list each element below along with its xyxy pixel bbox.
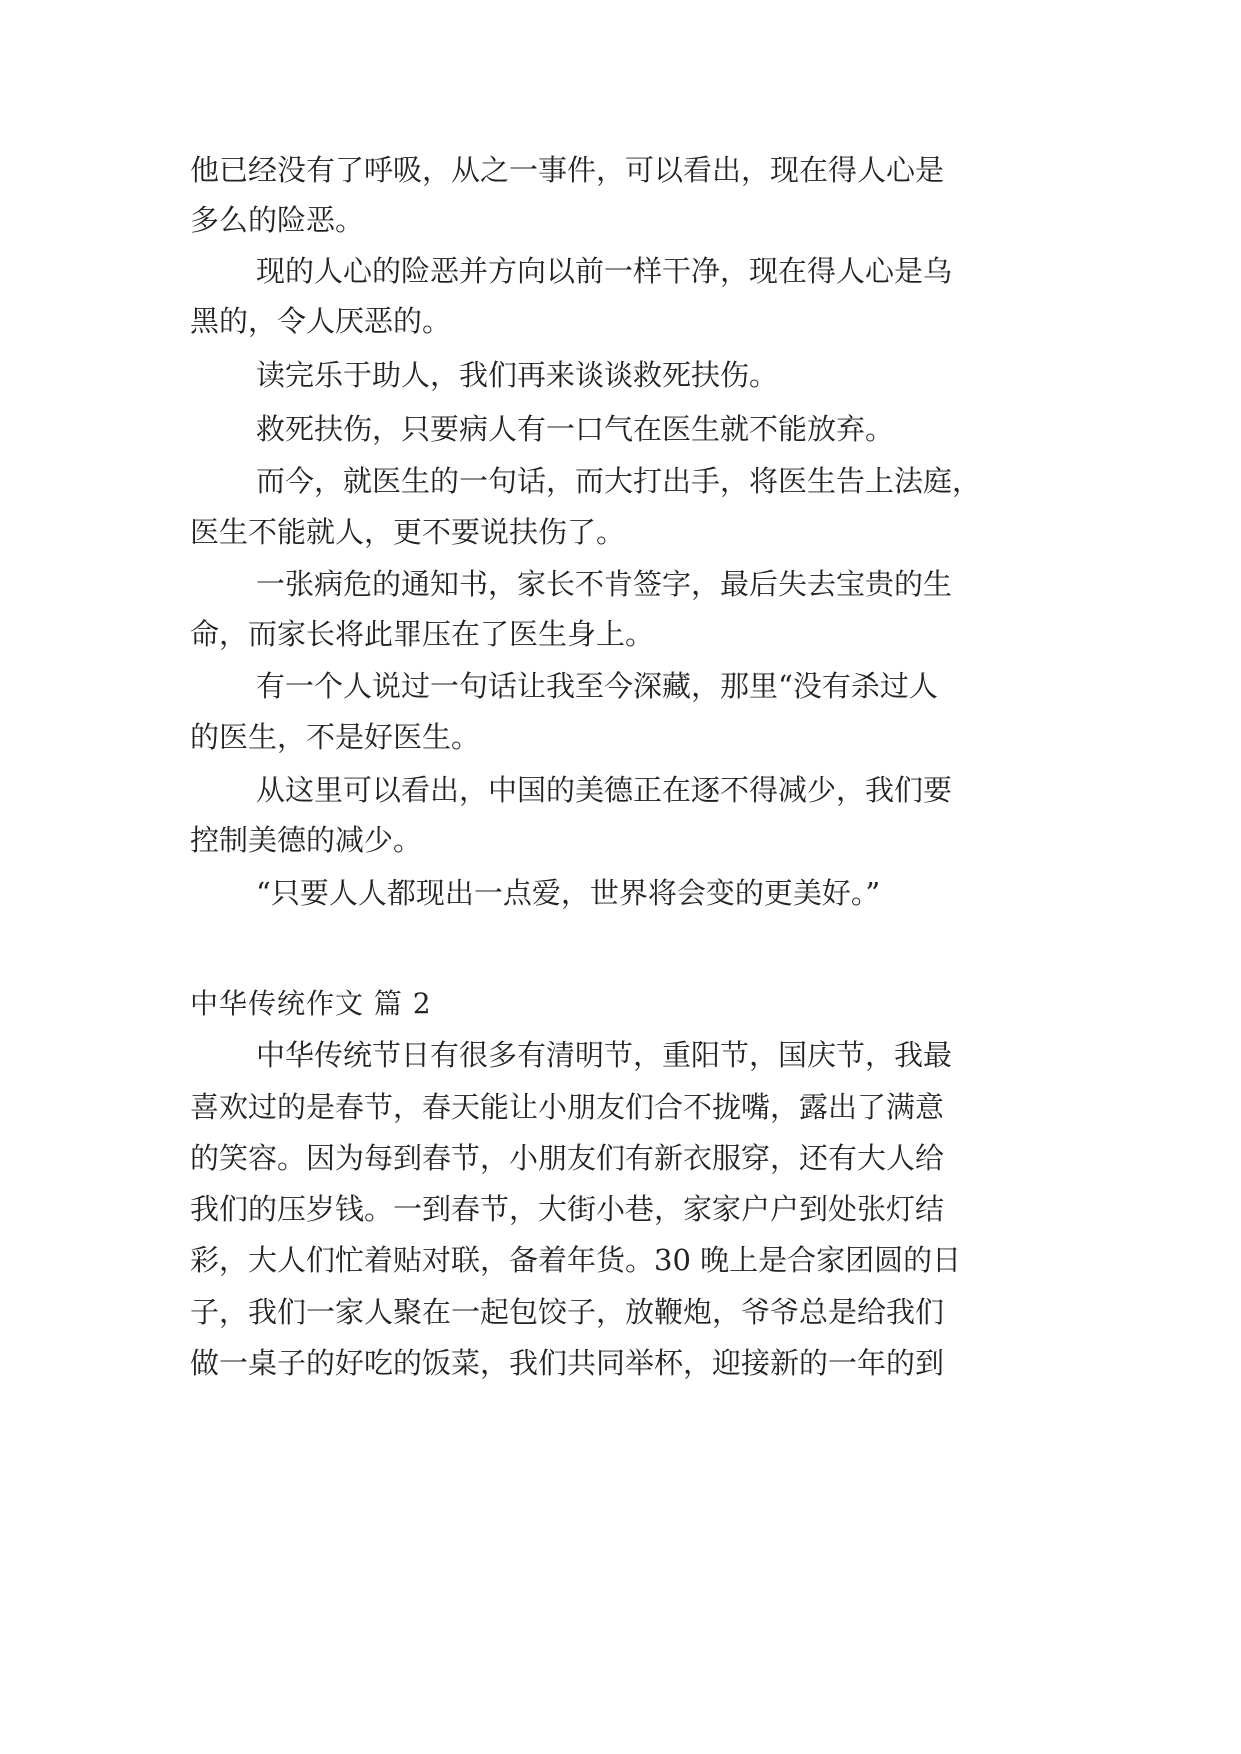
paragraph-line: 黑的，令人厌恶的。 <box>190 304 452 338</box>
paragraph-line: 一张病危的通知书，家长不肯签字，最后失去宝贵的生 <box>256 567 953 601</box>
paragraph-line: 医生不能就人，更不要说扶伤了。 <box>190 515 626 549</box>
paragraph-line: 做一桌子的好吃的饭菜，我们共同举杯，迎接新的一年的到 <box>190 1346 945 1380</box>
paragraph-line: 现的人心的险恶并方向以前一样干净，现在得人心是乌 <box>256 254 953 288</box>
paragraph-line: 控制美德的减少。 <box>190 823 423 857</box>
paragraph-line: 而今，就医生的一句话，而大打出手，将医生告上法庭， <box>256 464 982 498</box>
paragraph-line: 从这里可以看出，中国的美德正在逐不得减少，我们要 <box>256 773 953 807</box>
paragraph-line: 中华传统节日有很多有清明节，重阳节，国庆节，我最 <box>256 1038 953 1072</box>
paragraph-line: 喜欢过的是春节，春天能让小朋友们合不拢嘴，露出了满意 <box>190 1090 945 1124</box>
paragraph-line: 命，而家长将此罪压在了医生身上。 <box>190 617 655 651</box>
paragraph-line: 多么的险恶。 <box>190 203 365 237</box>
paragraph-line: “只要人人都现出一点爱，世界将会变的更美好。” <box>256 876 881 910</box>
paragraph-line: 的笑容。因为每到春节，小朋友们有新衣服穿，还有大人给 <box>190 1141 945 1175</box>
paragraph-line: 彩，大人们忙着贴对联，备着年货。30 晚上是合家团圆的日 <box>190 1243 962 1277</box>
paragraph-line: 我们的压岁钱。一到春节，大街小巷，家家户户到处张灯结 <box>190 1192 945 1226</box>
paragraph-line: 有一个人说过一句话让我至今深藏，那里“没有杀过人 <box>256 669 938 703</box>
paragraph-line: 读完乐于助人，我们再来谈谈救死扶伤。 <box>256 358 779 392</box>
paragraph-line: 子，我们一家人聚在一起包饺子，放鞭炮，爷爷总是给我们 <box>190 1295 945 1329</box>
section-heading: 中华传统作文 篇 2 <box>190 987 432 1020</box>
paragraph-line: 救死扶伤，只要病人有一口气在医生就不能放弃。 <box>256 412 895 446</box>
paragraph-line: 他已经没有了呼吸，从之一事件，可以看出，现在得人心是 <box>190 153 945 187</box>
paragraph-line: 的医生，不是好医生。 <box>190 720 481 754</box>
